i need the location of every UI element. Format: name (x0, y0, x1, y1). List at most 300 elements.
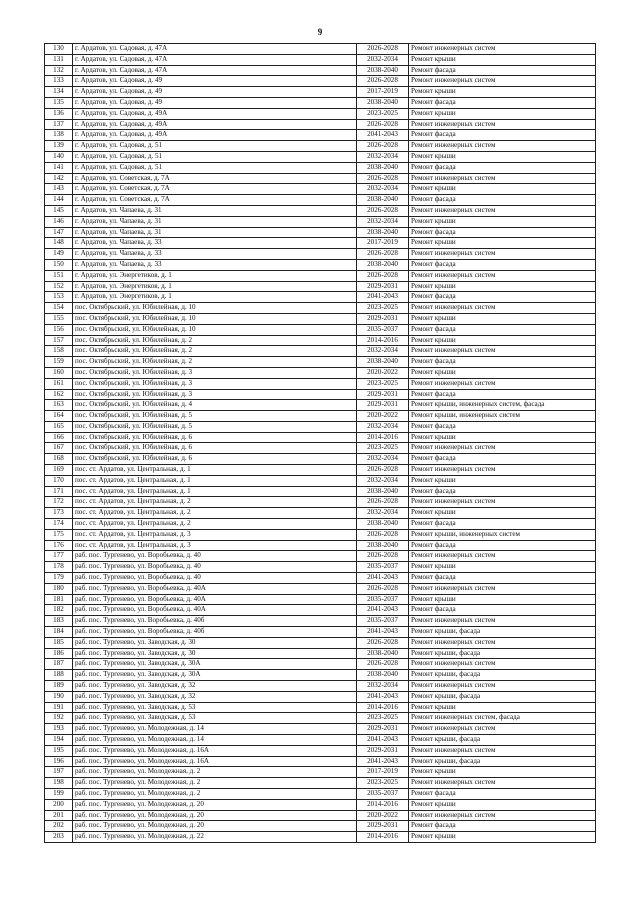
period-cell: 2023-2025 (357, 443, 409, 454)
work-type-cell: Ремонт крыши, фасада (409, 756, 596, 767)
period-cell: 2017-2019 (357, 767, 409, 778)
table-row (45, 303, 596, 314)
work-type-cell: Ремонт инженерных систем (409, 141, 596, 152)
period-cell: 2023-2025 (357, 713, 409, 724)
table-row (45, 238, 596, 249)
row-number: 151 (45, 270, 73, 281)
period-cell: 2026-2028 (357, 173, 409, 184)
work-type-cell: Ремонт инженерных систем (409, 346, 596, 357)
work-type-cell: Ремонт крыши (409, 767, 596, 778)
row-number: 132 (45, 65, 73, 76)
row-number: 153 (45, 292, 73, 303)
work-type-cell: Ремонт инженерных систем (409, 745, 596, 756)
period-cell: 2026-2028 (357, 119, 409, 130)
period-cell: 2032-2034 (357, 346, 409, 357)
work-type-cell: Ремонт крыши (409, 475, 596, 486)
address-cell: пос. Октябрьский, ул. Юбилейная, д. 4 (73, 400, 357, 411)
row-number: 164 (45, 411, 73, 422)
address-cell: раб. пос. Тургенево, ул. Молодежная, д. 14 (73, 735, 357, 746)
period-cell: 2038-2040 (357, 65, 409, 76)
work-type-cell: Ремонт крыши (409, 335, 596, 346)
address-cell: пос. Октябрьский, ул. Юбилейная, д. 2 (73, 335, 357, 346)
work-type-cell: Ремонт крыши, фасада (409, 627, 596, 638)
address-cell: г. Ардатов, ул. Садовая, д. 49 (73, 97, 357, 108)
work-type-cell: Ремонт крыши (409, 216, 596, 227)
work-type-cell: Ремонт инженерных систем (409, 465, 596, 476)
period-cell: 2038-2040 (357, 357, 409, 368)
row-number: 139 (45, 141, 73, 152)
table-row (45, 76, 596, 87)
address-cell: г. Ардатов, ул. Садовая, д. 49А (73, 130, 357, 141)
address-cell: раб. пос. Тургенево, ул. Воробьевка, д. 40А (73, 583, 357, 594)
table-row (45, 735, 596, 746)
address-cell: пос. Октябрьский, ул. Юбилейная, д. 6 (73, 443, 357, 454)
row-number: 166 (45, 432, 73, 443)
row-number: 169 (45, 465, 73, 476)
period-cell: 2041-2043 (357, 756, 409, 767)
address-cell: пос. ст. Ардатов, ул. Центральная, д. 3 (73, 529, 357, 540)
work-type-cell: Ремонт фасада (409, 389, 596, 400)
row-number: 181 (45, 594, 73, 605)
row-number: 178 (45, 562, 73, 573)
table-row (45, 562, 596, 573)
work-type-cell: Ремонт фасада (409, 540, 596, 551)
period-cell: 2032-2034 (357, 184, 409, 195)
period-cell: 2017-2019 (357, 87, 409, 98)
period-cell: 2014-2016 (357, 432, 409, 443)
period-cell: 2026-2028 (357, 551, 409, 562)
row-number: 192 (45, 713, 73, 724)
address-cell: г. Ардатов, ул. Садовая, д. 47А (73, 65, 357, 76)
address-cell: пос. ст. Ардатов, ул. Центральная, д. 1 (73, 475, 357, 486)
work-type-cell: Ремонт крыши (409, 367, 596, 378)
period-cell: 2026-2028 (357, 205, 409, 216)
table-row (45, 810, 596, 821)
work-type-cell: Ремонт крыши (409, 432, 596, 443)
address-cell: пос. Октябрьский, ул. Юбилейная, д. 5 (73, 411, 357, 422)
table-row (45, 659, 596, 670)
address-cell: раб. пос. Тургенево, ул. Молодежная, д. 2 (73, 767, 357, 778)
table-row (45, 475, 596, 486)
table-row (45, 767, 596, 778)
address-cell: пос. Октябрьский, ул. Юбилейная, д. 10 (73, 313, 357, 324)
row-number: 143 (45, 184, 73, 195)
address-cell: раб. пос. Тургенево, ул. Заводская, д. 30 (73, 637, 357, 648)
address-cell: г. Ардатов, ул. Энергетиков, д. 1 (73, 281, 357, 292)
work-type-cell: Ремонт крыши, фасада (409, 648, 596, 659)
row-number: 195 (45, 745, 73, 756)
work-type-cell: Ремонт фасада (409, 519, 596, 530)
row-number: 131 (45, 54, 73, 65)
work-type-cell: Ремонт крыши (409, 799, 596, 810)
work-type-cell: Ремонт инженерных систем (409, 76, 596, 87)
address-cell: г. Ардатов, ул. Чапаева, д. 33 (73, 238, 357, 249)
row-number: 182 (45, 605, 73, 616)
work-type-cell: Ремонт инженерных систем (409, 778, 596, 789)
period-cell: 2038-2040 (357, 97, 409, 108)
work-type-cell: Ремонт инженерных систем (409, 173, 596, 184)
address-cell: раб. пос. Тургенево, ул. Молодежная, д. 20 (73, 799, 357, 810)
row-number: 196 (45, 756, 73, 767)
work-type-cell: Ремонт фасада (409, 324, 596, 335)
row-number: 175 (45, 529, 73, 540)
address-cell: раб. пос. Тургенево, ул. Молодежная, д. 22 (73, 832, 357, 843)
period-cell: 2029-2031 (357, 313, 409, 324)
work-type-cell: Ремонт инженерных систем (409, 616, 596, 627)
table-body (45, 44, 596, 843)
work-type-cell: Ремонт крыши (409, 508, 596, 519)
row-number: 133 (45, 76, 73, 87)
address-cell: раб. пос. Тургенево, ул. Молодежная, д. 2 (73, 788, 357, 799)
table-row (45, 605, 596, 616)
table-row (45, 681, 596, 692)
table-row (45, 324, 596, 335)
row-number: 161 (45, 378, 73, 389)
address-cell: раб. пос. Тургенево, ул. Воробьевка, д. 40А (73, 605, 357, 616)
table-row (45, 508, 596, 519)
row-number: 138 (45, 130, 73, 141)
row-number: 170 (45, 475, 73, 486)
address-cell: раб. пос. Тургенево, ул. Молодежная, д. 2 (73, 778, 357, 789)
address-cell: г. Ардатов, ул. Чапаева, д. 31 (73, 216, 357, 227)
work-type-cell: Ремонт инженерных систем (409, 270, 596, 281)
row-number: 160 (45, 367, 73, 378)
row-number: 193 (45, 724, 73, 735)
address-cell: г. Ардатов, ул. Садовая, д. 51 (73, 162, 357, 173)
table-row (45, 173, 596, 184)
table-row (45, 357, 596, 368)
table-row (45, 346, 596, 357)
period-cell: 2014-2016 (357, 335, 409, 346)
row-number: 184 (45, 627, 73, 638)
period-cell: 2038-2040 (357, 540, 409, 551)
row-number: 176 (45, 540, 73, 551)
work-type-cell: Ремонт инженерных систем (409, 497, 596, 508)
address-cell: пос. Октябрьский, ул. Юбилейная, д. 3 (73, 367, 357, 378)
row-number: 199 (45, 788, 73, 799)
period-cell: 2038-2040 (357, 227, 409, 238)
table-row (45, 540, 596, 551)
address-cell: раб. пос. Тургенево, ул. Заводская, д. 53 (73, 702, 357, 713)
address-cell: пос. Октябрьский, ул. Юбилейная, д. 2 (73, 357, 357, 368)
table-row (45, 367, 596, 378)
address-cell: раб. пос. Тургенево, ул. Заводская, д. 32 (73, 691, 357, 702)
address-cell: г. Ардатов, ул. Садовая, д. 49 (73, 76, 357, 87)
table-row (45, 205, 596, 216)
period-cell: 2026-2028 (357, 529, 409, 540)
work-type-cell: Ремонт фасада (409, 130, 596, 141)
address-cell: раб. пос. Тургенево, ул. Воробьевка, д. 40 (73, 551, 357, 562)
address-cell: пос. Октябрьский, ул. Юбилейная, д. 6 (73, 454, 357, 465)
address-cell: г. Ардатов, ул. Садовая, д. 47А (73, 54, 357, 65)
table-row (45, 465, 596, 476)
table-row (45, 400, 596, 411)
work-type-cell: Ремонт инженерных систем (409, 378, 596, 389)
period-cell: 2032-2034 (357, 151, 409, 162)
table-row (45, 44, 596, 55)
period-cell: 2023-2025 (357, 778, 409, 789)
period-cell: 2026-2028 (357, 249, 409, 260)
work-type-cell: Ремонт фасада (409, 195, 596, 206)
period-cell: 2020-2022 (357, 411, 409, 422)
table-row (45, 151, 596, 162)
table-row (45, 670, 596, 681)
work-type-cell: Ремонт крыши (409, 108, 596, 119)
row-number: 136 (45, 108, 73, 119)
work-type-cell: Ремонт крыши (409, 184, 596, 195)
work-type-cell: Ремонт фасада (409, 421, 596, 432)
work-type-cell: Ремонт инженерных систем (409, 724, 596, 735)
period-cell: 2032-2034 (357, 421, 409, 432)
period-cell: 2026-2028 (357, 270, 409, 281)
work-type-cell: Ремонт инженерных систем (409, 551, 596, 562)
work-type-cell: Ремонт фасада (409, 227, 596, 238)
table-row (45, 594, 596, 605)
row-number: 188 (45, 670, 73, 681)
row-number: 187 (45, 659, 73, 670)
table-row (45, 335, 596, 346)
row-number: 177 (45, 551, 73, 562)
row-number: 189 (45, 681, 73, 692)
address-cell: раб. пос. Тургенево, ул. Заводская, д. 30А (73, 659, 357, 670)
work-type-cell: Ремонт инженерных систем, фасада (409, 713, 596, 724)
table-row (45, 778, 596, 789)
period-cell: 2041-2043 (357, 605, 409, 616)
work-type-cell: Ремонт инженерных систем (409, 637, 596, 648)
work-type-cell: Ремонт крыши, инженерных систем (409, 411, 596, 422)
table-row (45, 443, 596, 454)
work-type-cell: Ремонт фасада (409, 821, 596, 832)
table-row (45, 195, 596, 206)
period-cell: 2017-2019 (357, 238, 409, 249)
table-row (45, 97, 596, 108)
table-row (45, 54, 596, 65)
period-cell: 2038-2040 (357, 162, 409, 173)
period-cell: 2032-2034 (357, 475, 409, 486)
table-row (45, 130, 596, 141)
work-type-cell: Ремонт инженерных систем (409, 205, 596, 216)
table-row (45, 119, 596, 130)
work-type-cell: Ремонт крыши (409, 238, 596, 249)
address-cell: г. Ардатов, ул. Садовая, д. 51 (73, 141, 357, 152)
work-type-cell: Ремонт фасада (409, 573, 596, 584)
period-cell: 2023-2025 (357, 303, 409, 314)
period-cell: 2026-2028 (357, 583, 409, 594)
address-cell: г. Ардатов, ул. Чапаева, д. 31 (73, 205, 357, 216)
address-cell: раб. пос. Тургенево, ул. Молодежная, д. 16А (73, 756, 357, 767)
row-number: 200 (45, 799, 73, 810)
period-cell: 2041-2043 (357, 573, 409, 584)
period-cell: 2035-2037 (357, 594, 409, 605)
row-number: 202 (45, 821, 73, 832)
period-cell: 2026-2028 (357, 141, 409, 152)
period-cell: 2032-2034 (357, 681, 409, 692)
row-number: 155 (45, 313, 73, 324)
address-cell: пос. Октябрьский, ул. Юбилейная, д. 3 (73, 389, 357, 400)
row-number: 201 (45, 810, 73, 821)
row-number: 197 (45, 767, 73, 778)
row-number: 140 (45, 151, 73, 162)
row-number: 156 (45, 324, 73, 335)
work-type-cell: Ремонт фасада (409, 486, 596, 497)
address-cell: пос. Октябрьский, ул. Юбилейная, д. 2 (73, 346, 357, 357)
row-number: 162 (45, 389, 73, 400)
table-row (45, 184, 596, 195)
work-type-cell: Ремонт фасада (409, 65, 596, 76)
table-row (45, 648, 596, 659)
row-number: 173 (45, 508, 73, 519)
work-type-cell: Ремонт крыши (409, 281, 596, 292)
table-row (45, 292, 596, 303)
address-cell: пос. ст. Ардатов, ул. Центральная, д. 2 (73, 519, 357, 530)
period-cell: 2035-2037 (357, 788, 409, 799)
table-row (45, 788, 596, 799)
period-cell: 2041-2043 (357, 627, 409, 638)
row-number: 185 (45, 637, 73, 648)
work-type-cell: Ремонт крыши (409, 87, 596, 98)
table-row (45, 259, 596, 270)
table-row (45, 486, 596, 497)
table-row (45, 216, 596, 227)
work-type-cell: Ремонт крыши, инженерных систем (409, 529, 596, 540)
table-row (45, 497, 596, 508)
period-cell: 2026-2028 (357, 76, 409, 87)
table-row (45, 162, 596, 173)
table-row (45, 389, 596, 400)
table-row (45, 702, 596, 713)
table-row (45, 108, 596, 119)
address-cell: г. Ардатов, ул. Садовая, д. 51 (73, 151, 357, 162)
table-row (45, 519, 596, 530)
row-number: 190 (45, 691, 73, 702)
table-row (45, 637, 596, 648)
row-number: 179 (45, 573, 73, 584)
row-number: 148 (45, 238, 73, 249)
address-cell: раб. пос. Тургенево, ул. Молодежная, д. 14 (73, 724, 357, 735)
row-number: 145 (45, 205, 73, 216)
period-cell: 2014-2016 (357, 702, 409, 713)
row-number: 158 (45, 346, 73, 357)
work-type-cell: Ремонт крыши (409, 151, 596, 162)
row-number: 130 (45, 44, 73, 55)
work-type-cell: Ремонт инженерных систем (409, 44, 596, 55)
period-cell: 2038-2040 (357, 670, 409, 681)
work-type-cell: Ремонт инженерных систем (409, 119, 596, 130)
table-row (45, 432, 596, 443)
period-cell: 2035-2037 (357, 562, 409, 573)
address-cell: г. Ардатов, ул. Садовая, д. 47А (73, 44, 357, 55)
period-cell: 2032-2034 (357, 454, 409, 465)
address-cell: пос. ст. Ардатов, ул. Центральная, д. 3 (73, 540, 357, 551)
row-number: 154 (45, 303, 73, 314)
address-cell: г. Ардатов, ул. Садовая, д. 49А (73, 108, 357, 119)
address-cell: г. Ардатов, ул. Советская, д. 7А (73, 173, 357, 184)
row-number: 203 (45, 832, 73, 843)
period-cell: 2026-2028 (357, 659, 409, 670)
address-cell: раб. пос. Тургенево, ул. Молодежная, д. 16А (73, 745, 357, 756)
period-cell: 2041-2043 (357, 292, 409, 303)
row-number: 141 (45, 162, 73, 173)
address-cell: раб. пос. Тургенево, ул. Молодежная, д. 20 (73, 821, 357, 832)
address-cell: г. Ардатов, ул. Советская, д. 7А (73, 195, 357, 206)
row-number: 194 (45, 735, 73, 746)
period-cell: 2032-2034 (357, 216, 409, 227)
work-type-cell: Ремонт крыши (409, 832, 596, 843)
table-row (45, 799, 596, 810)
work-type-cell: Ремонт инженерных систем (409, 583, 596, 594)
row-number: 191 (45, 702, 73, 713)
address-cell: г. Ардатов, ул. Энергетиков, д. 1 (73, 270, 357, 281)
table-row (45, 529, 596, 540)
address-cell: г. Ардатов, ул. Чапаева, д. 33 (73, 249, 357, 260)
work-type-cell: Ремонт крыши, фасада (409, 691, 596, 702)
table-row (45, 87, 596, 98)
table-row (45, 691, 596, 702)
row-number: 144 (45, 195, 73, 206)
work-type-cell: Ремонт инженерных систем (409, 681, 596, 692)
row-number: 186 (45, 648, 73, 659)
address-cell: пос. ст. Ардатов, ул. Центральная, д. 1 (73, 465, 357, 476)
period-cell: 2038-2040 (357, 519, 409, 530)
row-number: 168 (45, 454, 73, 465)
table-row (45, 573, 596, 584)
work-type-cell: Ремонт крыши, фасада (409, 735, 596, 746)
period-cell: 2023-2025 (357, 108, 409, 119)
period-cell: 2014-2016 (357, 799, 409, 810)
row-number: 172 (45, 497, 73, 508)
row-number: 167 (45, 443, 73, 454)
table-row (45, 270, 596, 281)
work-type-cell: Ремонт крыши, фасада (409, 670, 596, 681)
address-cell: раб. пос. Тургенево, ул. Молодежная, д. 20 (73, 810, 357, 821)
row-number: 152 (45, 281, 73, 292)
row-number: 183 (45, 616, 73, 627)
address-cell: раб. пос. Тургенево, ул. Воробьевка, д. 40 (73, 573, 357, 584)
period-cell: 2026-2028 (357, 44, 409, 55)
row-number: 198 (45, 778, 73, 789)
period-cell: 2020-2022 (357, 810, 409, 821)
row-number: 159 (45, 357, 73, 368)
period-cell: 2029-2031 (357, 745, 409, 756)
table-row (45, 65, 596, 76)
address-cell: раб. пос. Тургенево, ул. Заводская, д. 30А (73, 670, 357, 681)
row-number: 180 (45, 583, 73, 594)
period-cell: 2029-2031 (357, 724, 409, 735)
table-row (45, 821, 596, 832)
address-cell: пос. Октябрьский, ул. Юбилейная, д. 3 (73, 378, 357, 389)
period-cell: 2026-2028 (357, 465, 409, 476)
row-number: 142 (45, 173, 73, 184)
address-cell: раб. пос. Тургенево, ул. Заводская, д. 32 (73, 681, 357, 692)
address-cell: г. Ардатов, ул. Энергетиков, д. 1 (73, 292, 357, 303)
table-row (45, 141, 596, 152)
period-cell: 2029-2031 (357, 389, 409, 400)
address-cell: г. Ардатов, ул. Чапаева, д. 33 (73, 259, 357, 270)
address-cell: пос. Октябрьский, ул. Юбилейная, д. 10 (73, 303, 357, 314)
period-cell: 2041-2043 (357, 735, 409, 746)
row-number: 134 (45, 87, 73, 98)
period-cell: 2035-2037 (357, 616, 409, 627)
period-cell: 2041-2043 (357, 691, 409, 702)
table-row (45, 454, 596, 465)
row-number: 150 (45, 259, 73, 270)
table-row (45, 713, 596, 724)
table-row (45, 832, 596, 843)
row-number: 135 (45, 97, 73, 108)
work-type-cell: Ремонт крыши (409, 594, 596, 605)
table-row (45, 281, 596, 292)
row-number: 163 (45, 400, 73, 411)
